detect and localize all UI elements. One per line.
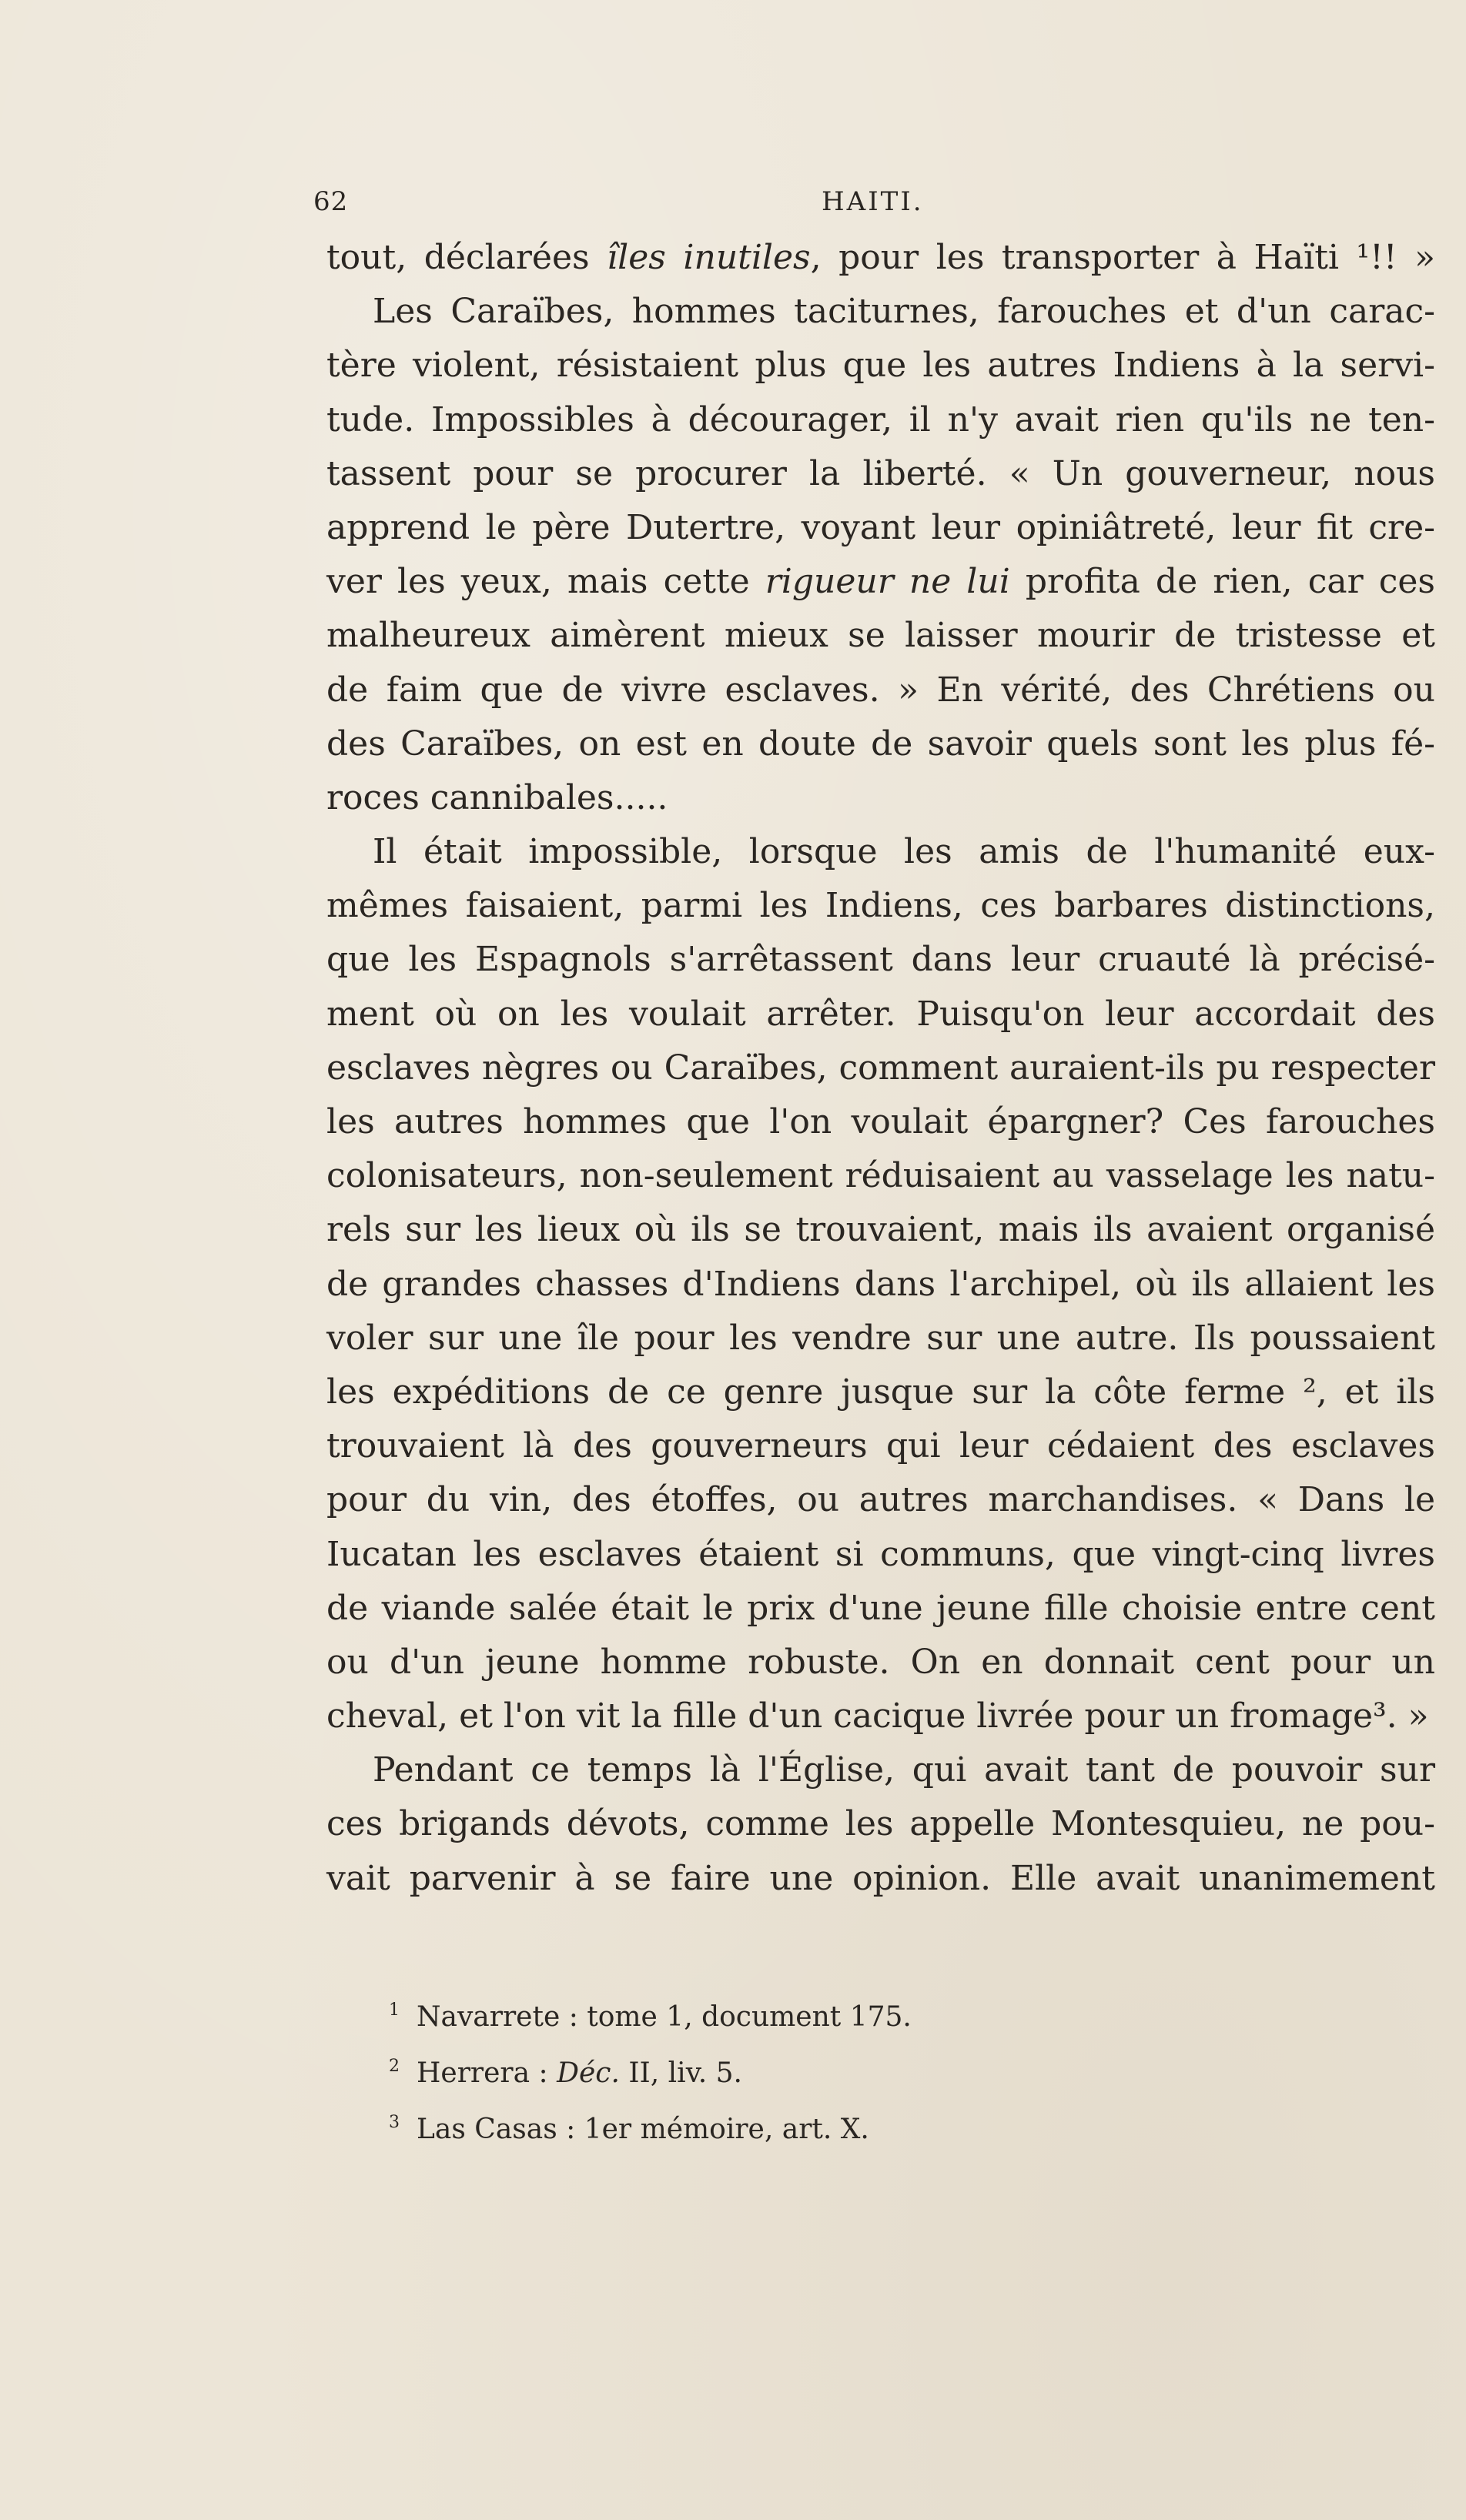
- italic-phrase: rigueur ne lui: [765, 562, 1010, 602]
- footnote-mark: 3: [389, 2113, 400, 2132]
- text-line: roces cannibales.....: [326, 777, 668, 817]
- text-line: tude. Impossibles à décourager, il n'y avait rien qu'ils ne ten-: [326, 399, 1435, 439]
- text-line: que les Espagnols s'arrêtassent dans leur cruauté là précisé-: [326, 940, 1435, 980]
- footnote-text: Navarrete : tome 1, document 175.: [417, 2001, 912, 2033]
- text-line: ment où on les voulait arrêter. Puisqu'on leur accordait des: [326, 994, 1435, 1034]
- text-line: les autres hommes que l'on voulait épargner? Ces farouches: [326, 1102, 1435, 1141]
- footnote-3: [389, 2098, 912, 2154]
- text-line: Les Caraïbes, hommes taciturnes, farouches et d'un carac-: [373, 292, 1435, 332]
- text-line: trouvaient là des gouverneurs qui leur cédaient des esclaves: [326, 1426, 1435, 1466]
- text-line: tère violent, résistaient plus que les autres Indiens à la servi-: [326, 346, 1435, 386]
- text-line: rels sur les lieux où ils se trouvaient, mais ils avaient organisé: [326, 1210, 1435, 1250]
- text-line: cheval, et l'on vit la fille d'un cacique livrée pour un fromage³. »: [326, 1696, 1429, 1736]
- text-line: de grandes chasses d'Indiens dans l'archipel, où ils allaient les: [326, 1264, 1435, 1304]
- italic-phrase: îles inutiles: [607, 238, 811, 277]
- text-line: apprend le père Dutertre, voyant leur opiniâtreté, leur fit cre-: [326, 507, 1435, 547]
- text-line: de viande salée était le prix d'une jeune fille choisie entre cent: [326, 1588, 1435, 1628]
- footnote-mark: 1: [389, 2000, 400, 2020]
- text-line: les expéditions de ce genre jusque sur la côte ferme ², et ils: [326, 1372, 1435, 1412]
- text-line: tassent pour se procurer la liberté. « Un gouverneur, nous: [326, 453, 1435, 493]
- footnote-text: Las Casas : 1er mémoire, art. X.: [417, 2114, 869, 2145]
- footnote-1: [389, 1986, 912, 2042]
- text-line: ou d'un jeune homme robuste. On en donnait cent pour un: [326, 1642, 1435, 1682]
- footnotes: [389, 1986, 912, 2154]
- footnote-2: [389, 2042, 912, 2098]
- text-line: tout, déclarées îles inutiles, pour les transporter à Haïti ¹!! »: [326, 238, 1435, 277]
- text-line: pour du vin, des étoffes, ou autres marchandises. « Dans le: [326, 1480, 1435, 1520]
- page-number: 62: [313, 186, 349, 217]
- text-line: Il était impossible, lorsque les amis de l'humanité eux-: [373, 832, 1435, 872]
- text-line: colonisateurs, non-seulement réduisaient au vasselage les natu-: [326, 1156, 1435, 1196]
- text-line: voler sur une île pour les vendre sur une autre. Ils poussaient: [326, 1318, 1435, 1358]
- text-line: malheureux aimèrent mieux se laisser mourir de tristesse et: [326, 616, 1435, 656]
- text-line: des Caraïbes, on est en doute de savoir quels sont les plus fé-: [326, 724, 1435, 764]
- text-line: Pendant ce temps là l'Église, qui avait tant de pouvoir sur: [373, 1750, 1435, 1790]
- text-line: Iucatan les esclaves étaient si communs, que vingt-cinq livres: [326, 1534, 1435, 1574]
- italic-phrase: Déc.: [557, 2057, 620, 2089]
- text-line: ver les yeux, mais cette rigueur ne lui profita de rien, car ces: [326, 562, 1435, 602]
- running-title: HAITI.: [822, 186, 924, 217]
- text-line: de faim que de vivre esclaves. » En vérité, des Chrétiens ou: [326, 670, 1435, 710]
- body-text: [326, 231, 1435, 1906]
- text-line: vait parvenir à se faire une opinion. Elle avait unanimement: [326, 1858, 1435, 1898]
- footnote-text: Herrera : Déc. II, liv. 5.: [417, 2057, 742, 2089]
- footnote-mark: 2: [389, 2057, 400, 2076]
- text-line: esclaves nègres ou Caraïbes, comment auraient-ils pu respecter: [326, 1048, 1435, 1088]
- text-line: ces brigands dévots, comme les appelle Montesquieu, ne pou-: [326, 1804, 1435, 1844]
- text-line: mêmes faisaient, parmi les Indiens, ces barbares distinctions,: [326, 886, 1435, 926]
- page-header: [313, 186, 1434, 220]
